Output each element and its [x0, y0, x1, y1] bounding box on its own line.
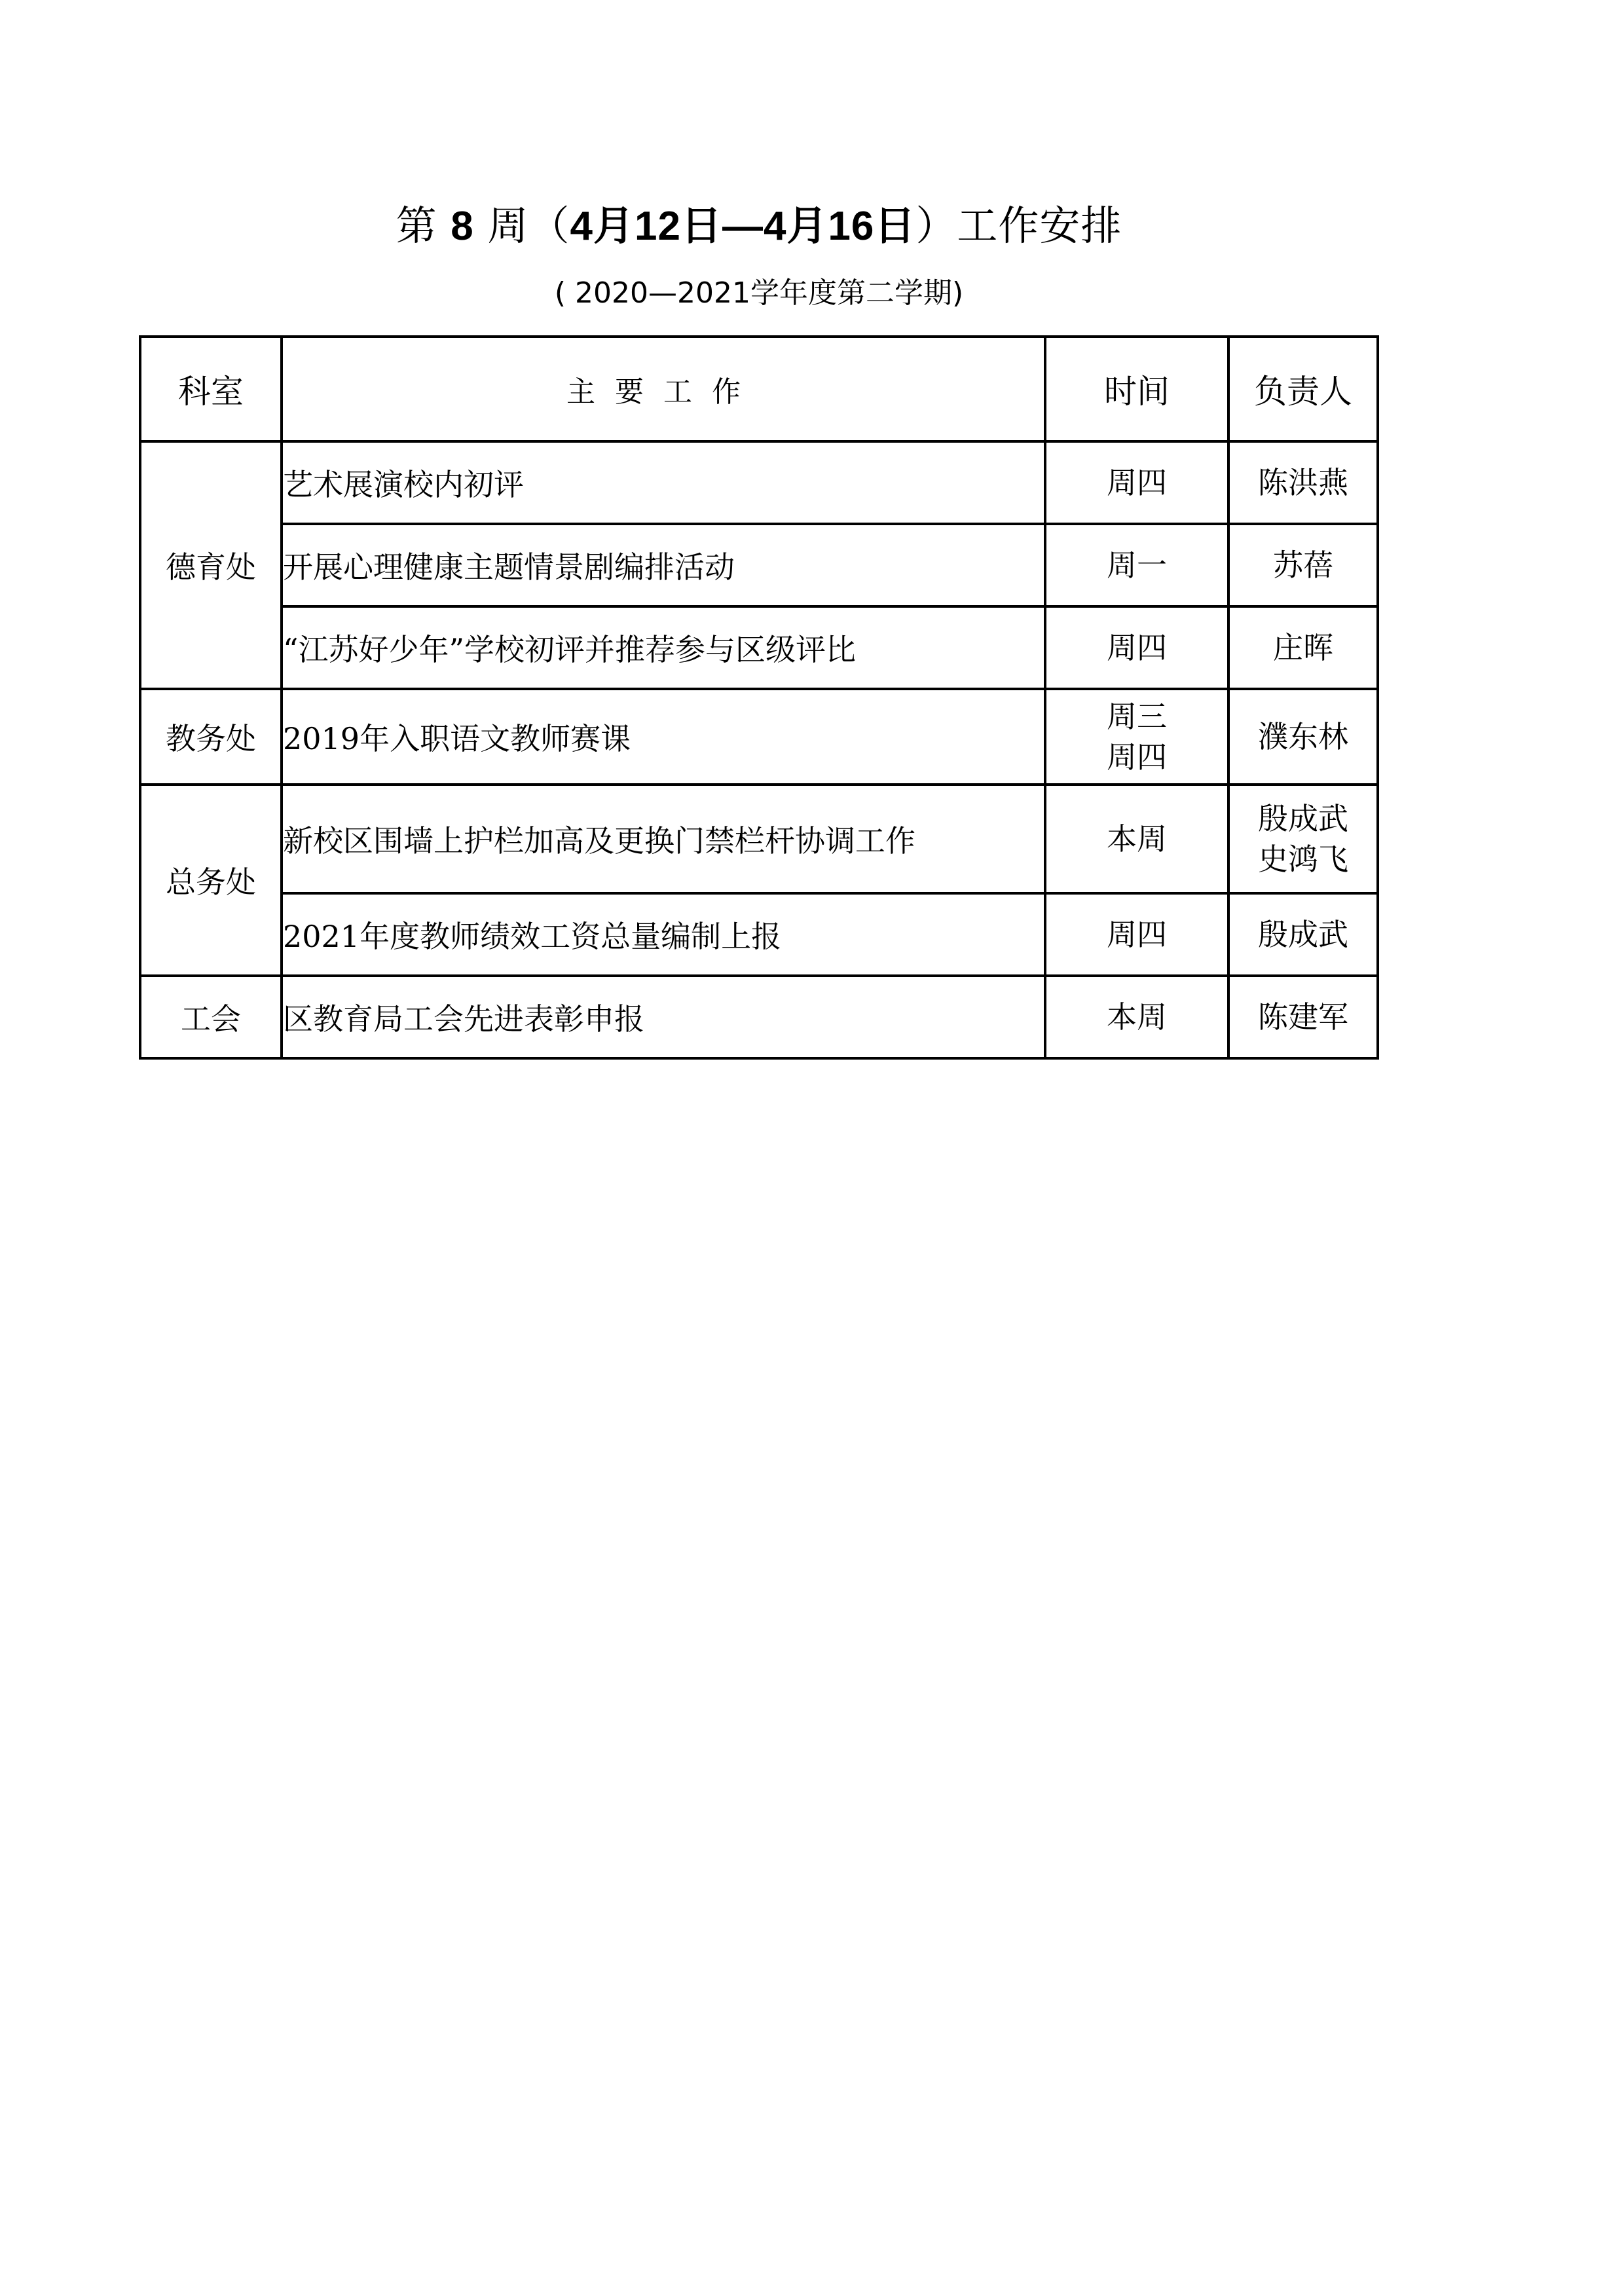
page-title — [0, 196, 1518, 256]
header-work: 主要工作 — [282, 337, 1045, 441]
header-dept: 科室 — [140, 337, 282, 441]
owner-cell: 陈洪燕 — [1228, 441, 1378, 524]
title-prefix: 第 — [396, 202, 451, 250]
work-cell: 区教育局工会先进表彰申报 — [282, 976, 1045, 1058]
table-row — [140, 689, 1378, 785]
title-date-range: 4月12日—4月16日 — [570, 204, 916, 249]
time-cell: 周四 — [1045, 893, 1228, 976]
owner-cell: 陈建军 — [1228, 976, 1378, 1058]
page-subtitle: ( 2020—2021学年度第二学期) — [554, 276, 964, 310]
header-time: 时间 — [1045, 337, 1228, 441]
table-row — [140, 785, 1378, 893]
time-cell: 周一 — [1045, 524, 1228, 606]
owner-line: 殷成武 — [1258, 801, 1348, 836]
work-cell: 开展心理健康主题情景剧编排活动 — [282, 524, 1045, 606]
dept-cell: 工会 — [140, 976, 282, 1058]
time-cell: 周四 — [1045, 606, 1228, 689]
dept-cell: 总务处 — [140, 785, 282, 976]
time-cell — [1045, 689, 1228, 785]
title-suffix: ）工作安排 — [915, 202, 1122, 250]
work-cell: 2021年度教师绩效工资总量编制上报 — [282, 893, 1045, 976]
table-row — [140, 441, 1378, 524]
table-row — [140, 976, 1378, 1058]
work-cell: 2019年入职语文教师赛课 — [282, 689, 1045, 785]
time-line: 周三 — [1107, 699, 1167, 734]
owner-cell: 殷成武 — [1228, 893, 1378, 976]
dept-cell: 教务处 — [140, 689, 282, 785]
table-row — [140, 606, 1378, 689]
work-cell: 艺术展演校内初评 — [282, 441, 1045, 524]
work-cell: “江苏好少年”学校初评并推荐参与区级评比 — [282, 606, 1045, 689]
table-row — [140, 524, 1378, 606]
header-owner: 负责人 — [1228, 337, 1378, 441]
owner-cell: 庄晖 — [1228, 606, 1378, 689]
time-cell: 本周 — [1045, 785, 1228, 893]
schedule-table — [139, 335, 1379, 1060]
dept-cell: 德育处 — [140, 441, 282, 689]
owner-cell: 苏蓓 — [1228, 524, 1378, 606]
owner-cell — [1228, 785, 1378, 893]
title-middle: 周（ — [473, 202, 570, 250]
table-header-row — [140, 337, 1378, 441]
time-cell: 周四 — [1045, 441, 1228, 524]
time-line: 周四 — [1107, 739, 1167, 775]
owner-line: 史鸿飞 — [1258, 842, 1348, 877]
title-week-number: 8 — [451, 204, 474, 249]
owner-cell: 濮东林 — [1228, 689, 1378, 785]
work-cell: 新校区围墙上护栏加高及更换门禁栏杆协调工作 — [282, 785, 1045, 893]
table-row — [140, 893, 1378, 976]
time-cell: 本周 — [1045, 976, 1228, 1058]
